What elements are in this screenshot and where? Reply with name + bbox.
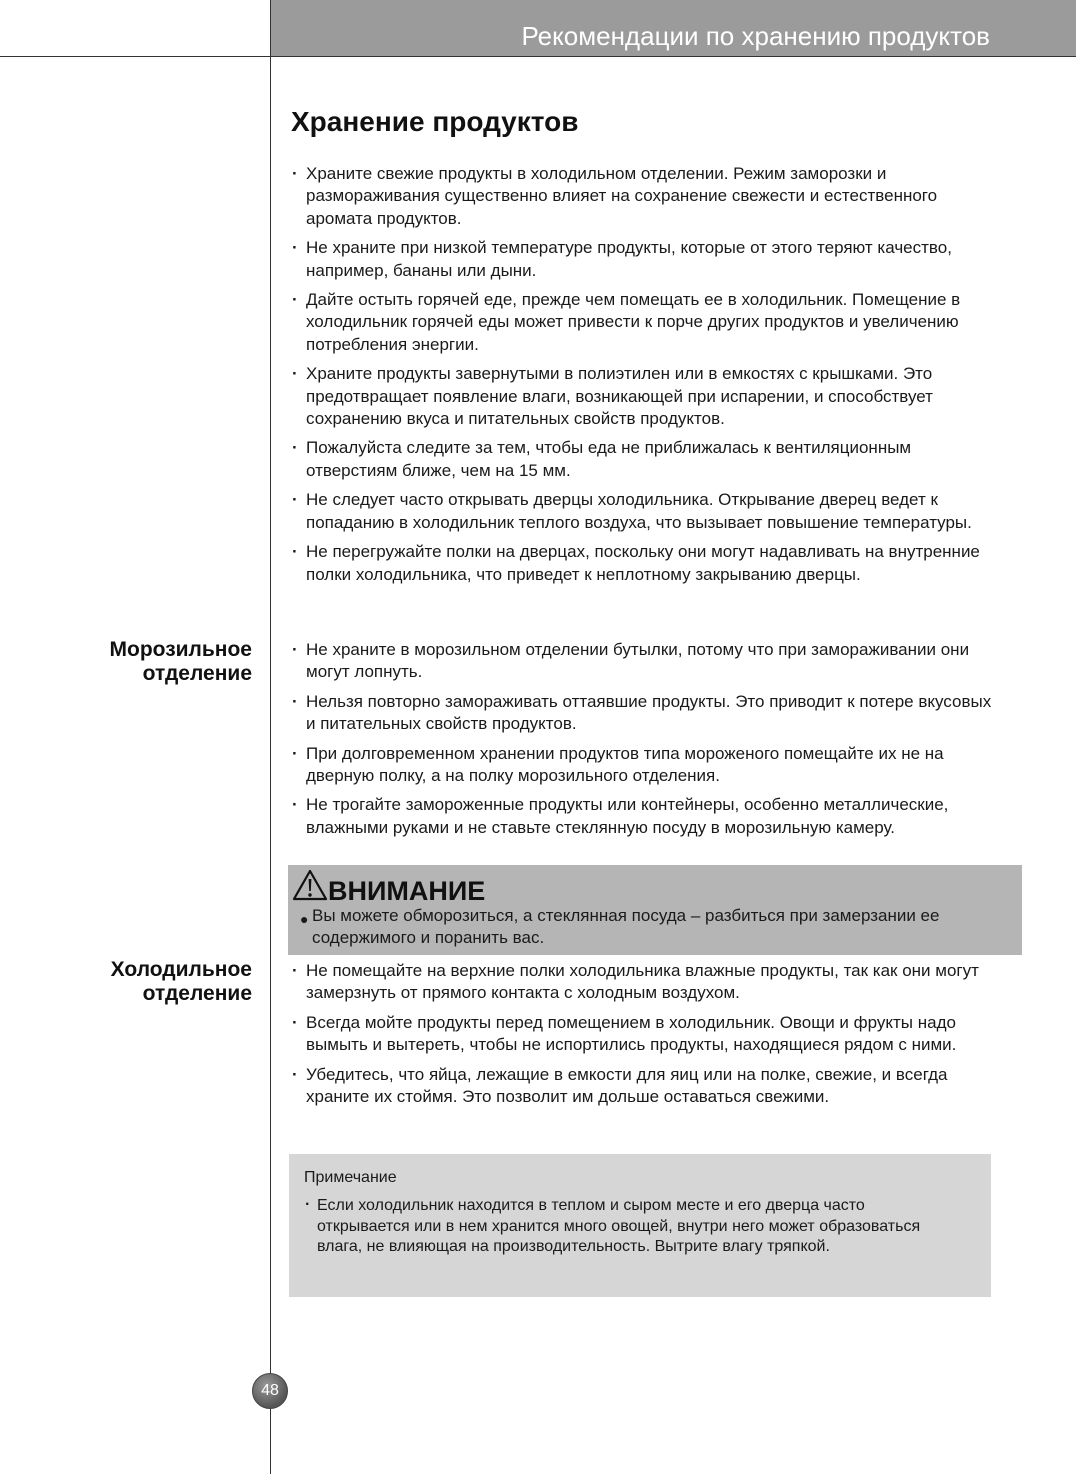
warning-text: Вы можете обморозиться, а стеклянная посуда – разбиться при замерзании ее содержимого и поранить вас. xyxy=(312,906,940,948)
warning-box xyxy=(288,865,1022,955)
note-bullet: · xyxy=(305,1196,311,1213)
general-item-1: · Храните свежие продукты в холодильном отделении. Режим заморозки и размораживания существенно влияет на сохранение свежести и естественного аромата продуктов. xyxy=(292,163,992,230)
note-box xyxy=(289,1154,991,1297)
fridge-heading xyxy=(40,958,252,1006)
general-item-5: · Пожалуйста следите за тем, чтобы еда не приближалась к вентиляционным отверстиям ближе, чем на 15 мм. xyxy=(292,437,992,482)
warning-bullet: ● xyxy=(300,911,309,927)
fridge-item-3: · Убедитесь, что яйца, лежащие в емкости для яиц или на полке, свежие, и всегда храните их стоймя. Это позволит им дольше оставаться свежими. xyxy=(292,1064,992,1109)
general-list xyxy=(292,163,992,593)
margin-divider xyxy=(270,0,271,1474)
page-title: Хранение продуктов xyxy=(291,106,579,137)
page-number: 48 xyxy=(252,1373,288,1409)
note-title: Примечание xyxy=(304,1169,397,1186)
header-rule xyxy=(0,56,1076,57)
freezer-list xyxy=(292,639,992,846)
fridge-heading-line1: Холодильное xyxy=(110,958,252,981)
freezer-heading xyxy=(40,638,252,686)
general-item-7: · Не перегружайте полки на дверцах, поскольку они могут надавливать на внутренние полки холодильника, что приведет к неплотному закрыванию дверцы. xyxy=(292,541,992,586)
freezer-item-2: · Нельзя повторно замораживать оттаявшие продукты. Это приводит к потере вкусовых и питательных свойств продуктов. xyxy=(292,691,992,736)
warning-triangle-icon xyxy=(292,869,328,901)
freezer-heading-line2: отделение xyxy=(142,662,252,685)
general-item-4: · Храните продукты завернутыми в полиэтилен или в емкостях с крышками. Это предотвращает появление влаги, возникающей при испарении, и способствует сохранению вкуса и питательных свойств продуктов. xyxy=(292,363,992,430)
header-band xyxy=(270,0,1076,56)
freezer-heading-line1: Морозильное xyxy=(109,638,252,661)
fridge-item-2: · Всегда мойте продукты перед помещением в холодильник. Овощи и фрукты надо вымыть и вытереть, чтобы не испортились продукты, находящиеся рядом с ними. xyxy=(292,1012,992,1057)
freezer-item-3: · При долговременном хранении продуктов типа мороженого помещайте их не на дверную полку, а на полку морозильного отделения. xyxy=(292,743,992,788)
header-title: Рекомендации по хранению продуктов xyxy=(521,21,990,51)
freezer-item-1: · Не храните в морозильном отделении бутылки, потому что при замораживании они могут лопнуть. xyxy=(292,639,992,684)
fridge-heading-line2: отделение xyxy=(142,982,252,1005)
general-item-2: · Не храните при низкой температуре продукты, которые от этого теряют качество, например, бананы или дыни. xyxy=(292,237,992,282)
note-text: Если холодильник находится в теплом и сыром месте и его дверца часто открывается или в нем хранится много овощей, внутри него может образоваться влага, не влияющая на производительность. Вытрите влагу тряпкой. xyxy=(317,1197,921,1255)
general-item-3: · Дайте остыть горячей еде, прежде чем помещать ее в холодильник. Помещение в холодильник горячей еды может привести к порче других продуктов и увеличению потребления энергии. xyxy=(292,289,992,356)
general-item-6: · Не следует часто открывать дверцы холодильника. Открывание дверец ведет к попаданию в холодильник теплого воздуха, что вызывает повышение температуры. xyxy=(292,489,992,534)
freezer-item-4: · Не трогайте замороженные продукты или контейнеры, особенно металлические, влажными руками и не ставьте стеклянную посуду в морозильную камеру. xyxy=(292,794,992,839)
fridge-list xyxy=(292,960,992,1115)
fridge-item-1: · Не помещайте на верхние полки холодильника влажные продукты, так как они могут замерзнуть от прямого контакта с холодным воздухом. xyxy=(292,960,992,1005)
warning-title: ВНИМАНИЕ xyxy=(328,876,486,906)
